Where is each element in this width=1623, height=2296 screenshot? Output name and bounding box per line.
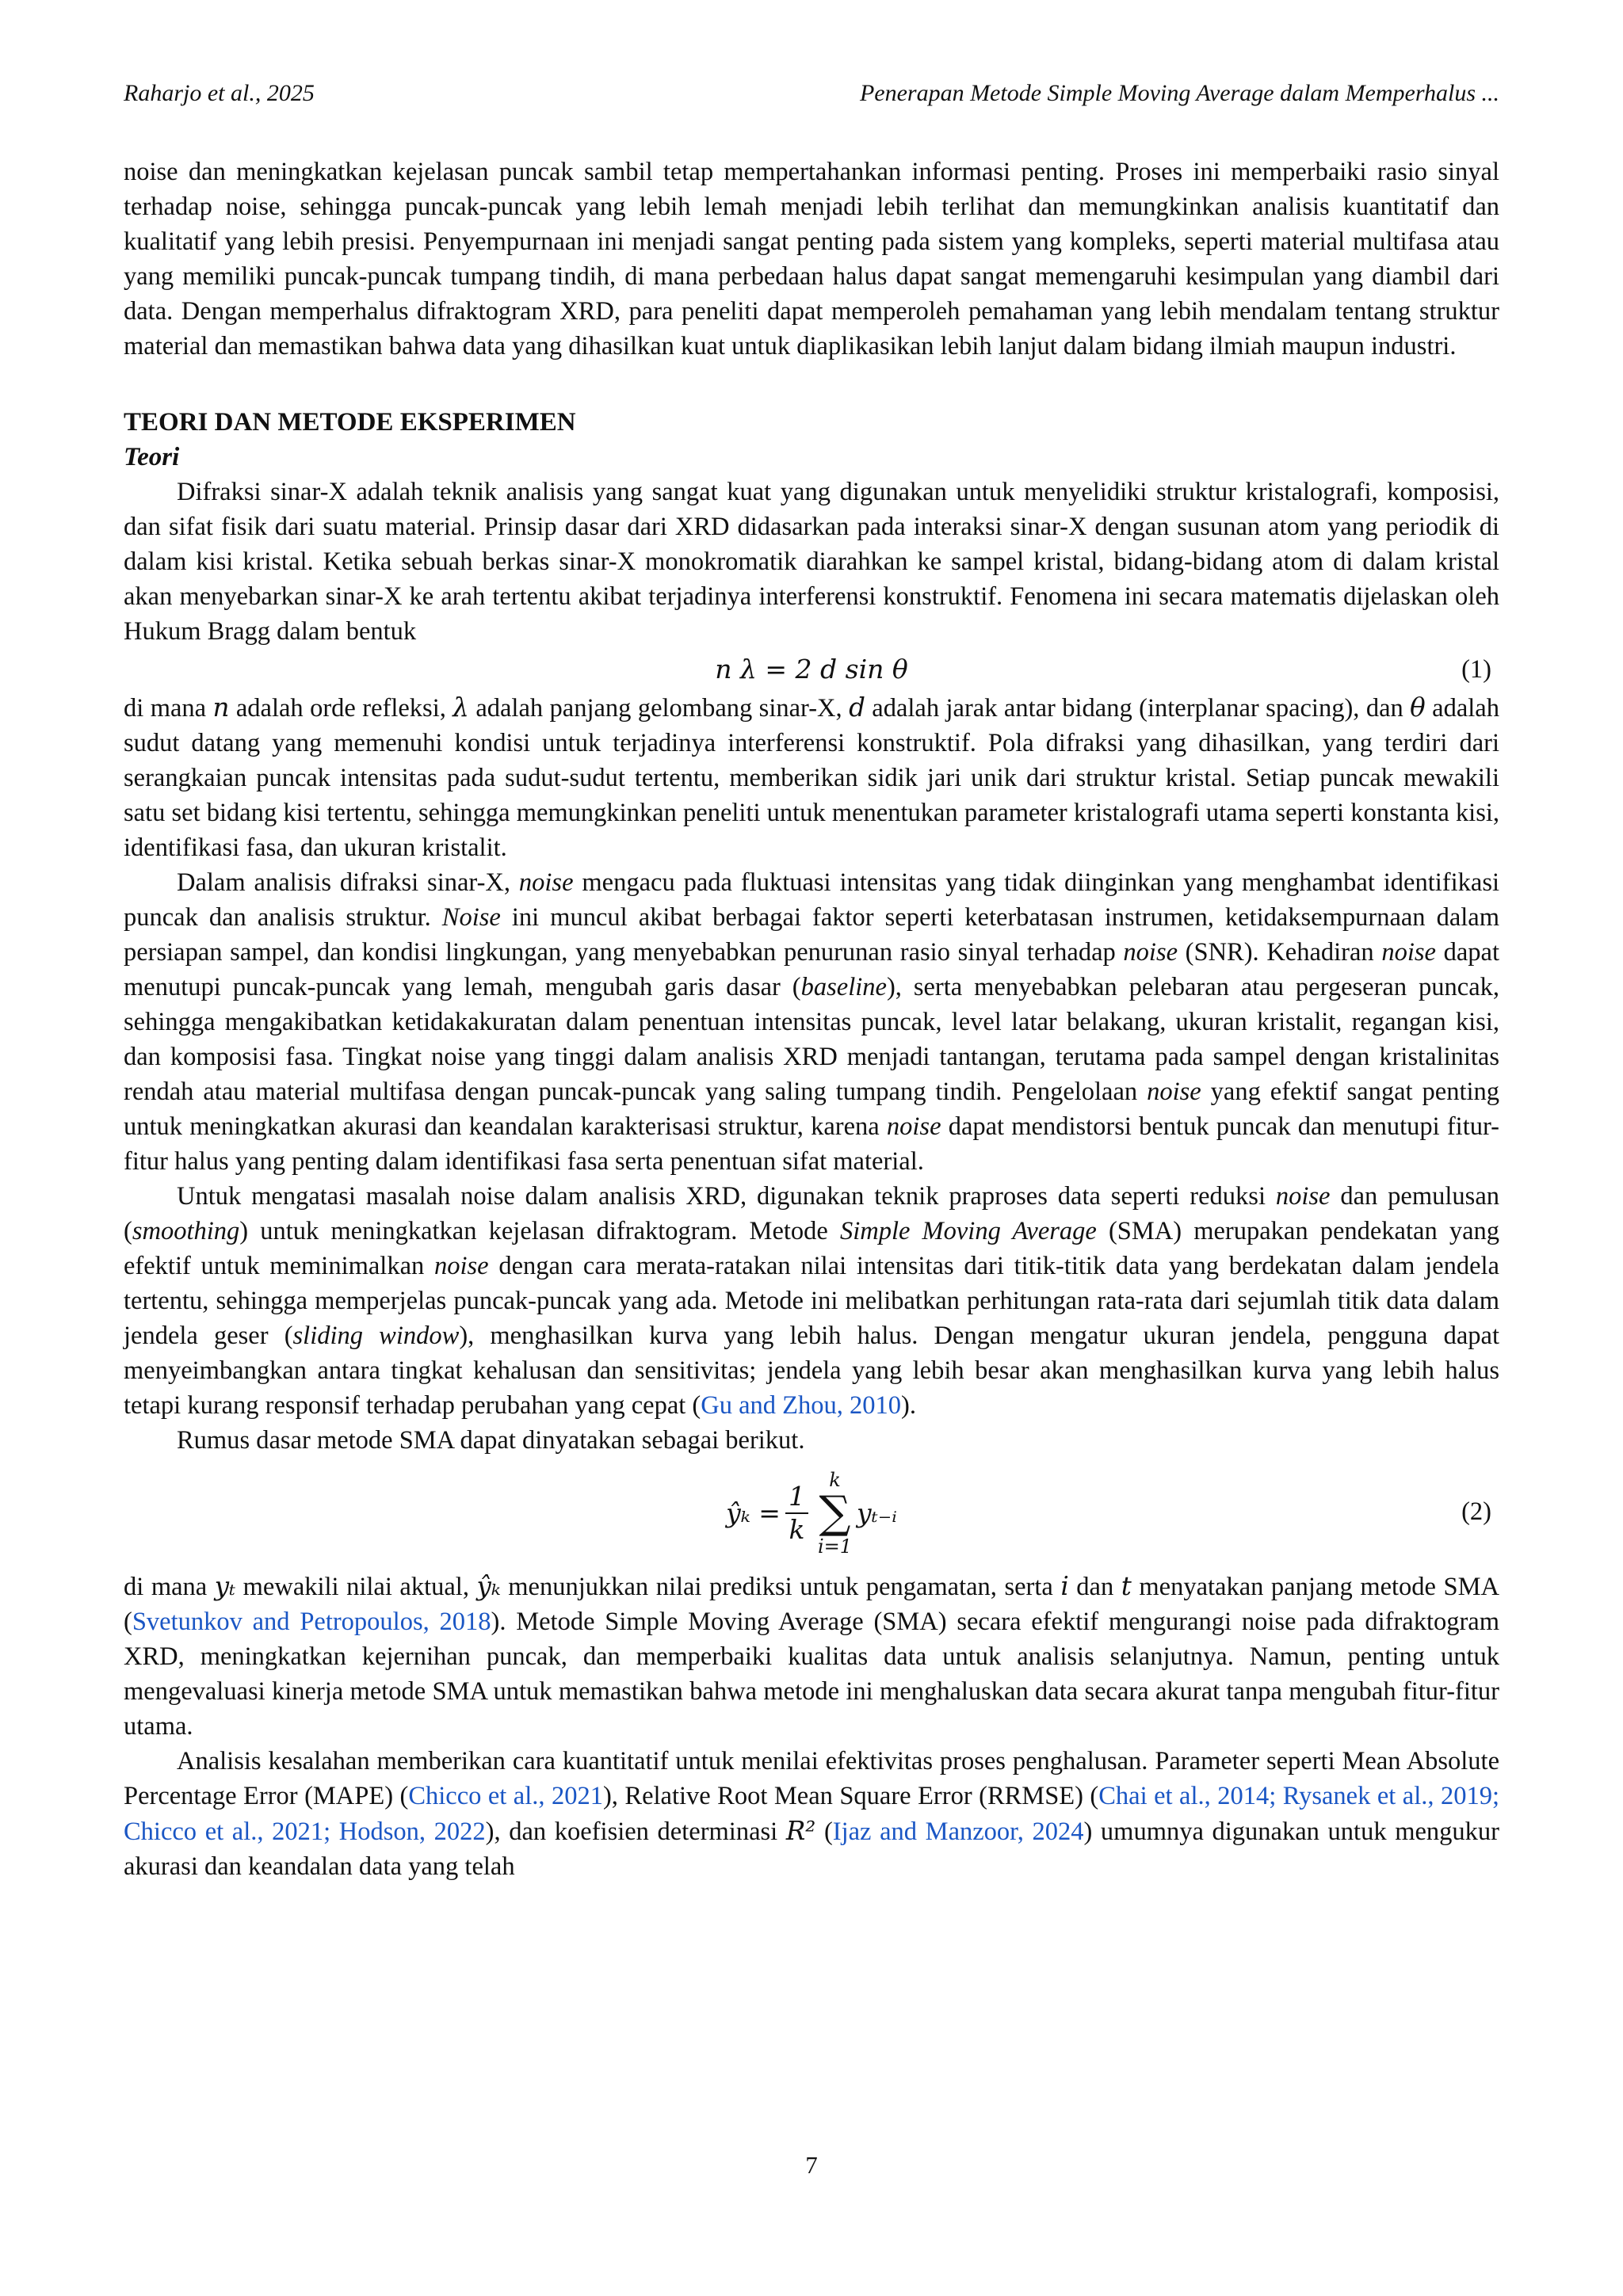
italic-term: noise <box>518 868 574 897</box>
equation-1-number: (1) <box>1461 655 1491 684</box>
running-header <box>124 78 1499 109</box>
page-number: 7 <box>805 2151 818 2179</box>
math-variable: θ <box>1410 692 1426 723</box>
math-variable: yₜ <box>214 1571 236 1601</box>
citation-link[interactable]: Chai et al., 2014; Rysanek et al., 2019; Chicco et al., 2021; Hodson, 2022 <box>124 1782 1499 1846</box>
italic-term: noise <box>434 1252 489 1280</box>
italic-term: noise <box>1147 1077 1201 1106</box>
text: Untuk mengatasi masalah noise dalam analisis XRD, digunakan teknik praproses data seperti reduksi <box>177 1182 1276 1211</box>
text: adalah sudut datang yang memenuhi kondisi untuk terjadinya interferensi konstruktif. Pola difraksi yang dihasilkan, yang terdiri dari serangkaian puncak intensitas pada sudut-sudut tertentu, memberikan sidik jari unik dari struktur kristal. Setiap puncak mewakili satu set bidang kisi tertentu, sehingga memungkinkan peneliti untuk menentukan parameter kristalografi utama seperti konstanta kisi, identifikasi fasa, dan ukuran kristalit. <box>124 694 1499 862</box>
text: Dalam analisis difraksi sinar-X, <box>177 868 519 897</box>
text: yang efektif sangat penting untuk meningkatkan akurasi dan keandalan karakterisasi struktur, karena <box>124 1077 1500 1141</box>
text: mewakili nilai aktual, <box>235 1573 477 1601</box>
section-title: TEORI DAN METODE EKSPERIMEN <box>124 408 576 437</box>
header-authors: Raharjo et al., 2025 <box>124 80 315 106</box>
text: ( <box>815 1817 833 1846</box>
italic-term: baseline <box>800 973 887 1001</box>
summation <box>818 1470 852 1557</box>
text: adalah panjang gelombang sinar-X, <box>468 694 850 723</box>
citation-link[interactable]: Gu and Zhou, 2010 <box>701 1391 901 1420</box>
text: adalah jarak antar bidang (interplanar spacing), dan <box>865 694 1411 723</box>
text: dengan cara merata-ratakan nilai intensitas dari titik-titik data yang berdekatan dalam jendela tertentu, sehingga memperjelas puncak-puncak yang ada. Metode ini melibatkan perhitungan rata-rata dari sejumlah titik data dalam jendela geser ( <box>124 1252 1499 1350</box>
text: dan pemulusan ( <box>124 1182 1499 1245</box>
equation-2 <box>124 1458 1499 1569</box>
italic-term: smoothing <box>132 1217 240 1245</box>
paragraph-bragg-variables <box>124 690 1499 865</box>
italic-term: Noise <box>441 903 501 932</box>
summation-upper-limit: k <box>829 1469 841 1491</box>
equation-2-expression <box>124 1458 1499 1569</box>
text: dapat menutupi puncak-puncak yang lemah, mengubah garis dasar ( <box>124 938 1499 1001</box>
text: menyatakan panjang metode SMA ( <box>124 1573 1499 1636</box>
text: (SNR). Kehadiran <box>1178 938 1382 967</box>
text: ) untuk meningkatkan kejelasan difraktogram. Metode <box>239 1217 840 1245</box>
equation-1 <box>124 649 1499 690</box>
italic-term: noise <box>1275 1182 1331 1211</box>
math-variable: ŷₖ <box>476 1571 501 1601</box>
citation-link[interactable]: Svetunkov and Petropoulos, 2018 <box>132 1608 491 1636</box>
header-title: Penerapan Metode Simple Moving Average dalam Memperhalus ... <box>859 80 1499 106</box>
equation-2-number: (2) <box>1461 1497 1491 1526</box>
text: di mana <box>124 1573 215 1601</box>
sigma-symbol: ∑ <box>819 1487 851 1539</box>
text: ). <box>901 1391 916 1420</box>
paragraph-sma <box>124 1179 1499 1423</box>
text: ), menghasilkan kurva yang lebih halus. Dengan mengatur ukuran jendela, pengguna dapat menyeimbangkan antara tingkat kehalusan dan sensitivitas; jendela yang lebih besar akan menghasilkan kurva yang lebih halus tetapi kurang responsif terhadap perubahan yang cepat ( <box>124 1322 1500 1420</box>
paragraph-sma-variables <box>124 1569 1499 1744</box>
italic-term: noise <box>886 1112 941 1141</box>
equation-1-expression: n λ = 2 d sin θ <box>715 654 908 685</box>
math-variable: i <box>1060 1571 1069 1601</box>
italic-term: sliding window <box>292 1322 460 1350</box>
italic-term: Simple Moving Average <box>839 1217 1097 1245</box>
text: adalah orde refleksi, <box>229 694 453 723</box>
math-variable: λ <box>453 692 469 723</box>
paragraph-bragg-intro: Difraksi sinar-X adalah teknik analisis yang sangat kuat yang digunakan untuk menyelidiki struktur kristalografi, komposisi, dan sifat fisik dari suatu material. Prinsip dasar dari XRD didasarkan pada interaksi sinar-X dengan susunan atom yang periodik di dalam kisi kristal. Ketika sebuah berkas sinar-X monokromatik diarahkan ke sampel kristal, bidang-bidang atom di dalam kristal akan menyebarkan sinar-X ke arah tertentu akibat terjadinya interferensi konstruktif. Fenomena ini secara matematis dijelaskan oleh Hukum Bragg dalam bentuk <box>124 478 1499 646</box>
math-variable: R² <box>785 1816 816 1846</box>
paragraph-sma-formula-intro: Rumus dasar metode SMA dapat dinyatakan sebagai berikut. <box>177 1426 805 1455</box>
math-variable: n <box>212 692 230 723</box>
italic-term: noise <box>1123 938 1178 967</box>
text: di mana <box>124 694 213 723</box>
text: menunjukkan nilai prediksi untuk pengamatan, serta <box>500 1573 1061 1601</box>
summation-lower-limit: i=1 <box>817 1535 853 1558</box>
citation-link[interactable]: Ijaz and Manzoor, 2024 <box>832 1817 1084 1846</box>
text: Analisis kesalahan memberikan cara kuantitatif untuk menilai efektivitas proses penghalusan. Parameter seperti Mean Absolute Percentage Error (MAPE) ( <box>124 1747 1499 1810</box>
text: (SMA) merupakan pendekatan yang efektif untuk meminimalkan <box>124 1217 1499 1280</box>
text: ), dan koefisien determinasi <box>485 1817 786 1846</box>
fraction-denominator: k <box>789 1514 805 1545</box>
text: ), serta menyebabkan pelebaran atau pergeseran puncak, sehingga mengakibatkan ketidakakuratan dalam penentuan intensitas puncak, level latar belakang, ukuran kristalit, regangan kisi, dan komposisi fasa. Tingkat noise yang tinggi dalam analisis XRD menjadi tantangan, terutama pada sampel dengan kristalinitas rendah atau material multifasa dengan puncak-puncak yang saling tumpang tindih. Pengelolaan <box>124 973 1499 1106</box>
text: ). Metode Simple Moving Average (SMA) secara efektif mengurangi noise pada difraktogram XRD, meningkatkan kejernihan puncak, dan memperbaiki kualitas data untuk analisis selanjutnya. Namun, penting untuk mengevaluasi kinerja metode SMA untuk memastikan bahwa metode ini menghaluskan data secara akurat tanpa mengubah fitur-fitur utama. <box>124 1608 1500 1741</box>
citation-link[interactable]: Chicco et al., 2021 <box>408 1782 603 1810</box>
equation-2-lhs: ŷₖ = <box>726 1497 781 1528</box>
intro-paragraph: noise dan meningkatkan kejelasan puncak sambil tetap mempertahankan informasi penting. Proses ini memperbaiki rasio sinyal terhadap noise, sehingga puncak-puncak yang lebih lemah menjadi lebih terlihat dan memungkinkan analisis kuantitatif dan kualitatif yang lebih presisi. Penyempurnaan ini menjadi sangat penting pada sistem yang kompleks, seperti material multifasa atau yang memiliki puncak-puncak tumpang tindih, di mana perbedaan halus dapat sangat memengaruhi kesimpulan yang diambil dari data. Dengan memperhalus difraktogram XRD, para peneliti dapat memperoleh pemahaman yang lebih mendalam tentang struktur material dan memastikan bahwa data yang dihasilkan kuat untuk diaplikasikan lebih lanjut dalam bidang ilmiah maupun industri. <box>124 158 1499 360</box>
text: dan <box>1068 1573 1121 1601</box>
subsection-title: Teori <box>124 443 180 471</box>
text: dapat mendistorsi bentuk puncak dan menutupi fitur-fitur halus yang penting dalam identifikasi fasa serta penentuan sifat material. <box>124 1112 1499 1176</box>
text: ) umumnya digunakan untuk mengukur akurasi dan keandalan data yang telah <box>124 1817 1499 1881</box>
fraction <box>785 1481 808 1546</box>
paragraph-noise <box>124 865 1499 1179</box>
italic-term: noise <box>1381 938 1436 967</box>
body-text <box>124 154 1499 1884</box>
summation-term: yₜ₋ᵢ <box>857 1497 897 1528</box>
math-variable: t <box>1121 1571 1132 1601</box>
text: ), Relative Root Mean Square Error (RRMSE) ( <box>602 1782 1099 1810</box>
text: ini muncul akibat berbagai faktor seperti keterbatasan instrumen, ketidaksempurnaan dalam persiapan sampel, dan kondisi lingkungan, yang menyebabkan penurunan rasio sinyal terhadap <box>124 903 1499 967</box>
fraction-numerator: 1 <box>785 1481 808 1514</box>
text: mengacu pada fluktuasi intensitas yang tidak diinginkan yang menghambat identifikasi puncak dan analisis struktur. <box>124 868 1499 932</box>
paragraph-error-analysis <box>124 1744 1499 1884</box>
math-variable: d <box>849 692 865 723</box>
